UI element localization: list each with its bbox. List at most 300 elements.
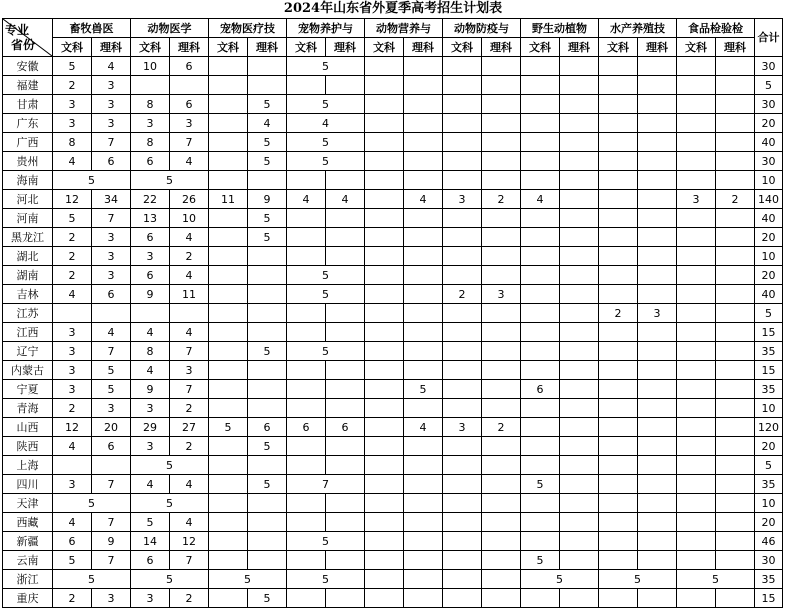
subject-header-cell[interactable]: 理科 xyxy=(248,38,287,57)
province-cell[interactable]: 宁夏 xyxy=(3,380,53,399)
total-cell[interactable]: 20 xyxy=(755,437,783,456)
quota-cell[interactable] xyxy=(638,228,677,247)
quota-cell[interactable] xyxy=(209,152,248,171)
major-header-cell[interactable]: 动物营养与 xyxy=(365,19,443,38)
quota-cell[interactable] xyxy=(638,494,677,513)
quota-cell[interactable]: 3 xyxy=(170,361,209,380)
quota-cell[interactable] xyxy=(248,304,287,323)
quota-cell[interactable] xyxy=(560,342,599,361)
quota-cell[interactable]: 6 xyxy=(92,437,131,456)
quota-cell[interactable] xyxy=(599,285,638,304)
quota-cell[interactable]: 7 xyxy=(92,133,131,152)
quota-cell[interactable] xyxy=(599,437,638,456)
subject-header-cell[interactable]: 理科 xyxy=(92,38,131,57)
quota-cell[interactable]: 5 xyxy=(209,570,287,589)
quota-cell[interactable] xyxy=(599,171,638,190)
quota-cell[interactable] xyxy=(716,551,755,570)
province-cell[interactable]: 新疆 xyxy=(3,532,53,551)
subject-header-cell[interactable]: 理科 xyxy=(560,38,599,57)
major-header-cell[interactable]: 食品检验检 xyxy=(677,19,755,38)
total-cell[interactable]: 20 xyxy=(755,114,783,133)
quota-cell[interactable] xyxy=(677,532,716,551)
quota-cell[interactable]: 4 xyxy=(404,418,443,437)
quota-cell[interactable]: 3 xyxy=(53,380,92,399)
subject-header-cell[interactable]: 理科 xyxy=(326,38,365,57)
total-cell[interactable]: 40 xyxy=(755,285,783,304)
quota-cell[interactable] xyxy=(560,304,599,323)
quota-cell[interactable]: 29 xyxy=(131,418,170,437)
quota-cell[interactable]: 5 xyxy=(131,570,209,589)
quota-cell[interactable]: 3 xyxy=(131,247,170,266)
quota-cell[interactable] xyxy=(521,133,560,152)
quota-cell[interactable] xyxy=(521,361,560,380)
quota-cell[interactable] xyxy=(443,266,482,285)
quota-cell[interactable]: 7 xyxy=(170,342,209,361)
quota-cell[interactable]: 3 xyxy=(482,285,521,304)
quota-cell[interactable]: 5 xyxy=(599,570,677,589)
quota-cell[interactable] xyxy=(716,76,755,95)
quota-cell[interactable]: 4 xyxy=(170,323,209,342)
total-cell[interactable]: 5 xyxy=(755,304,783,323)
quota-cell[interactable] xyxy=(716,380,755,399)
quota-cell[interactable] xyxy=(599,228,638,247)
quota-cell[interactable] xyxy=(599,475,638,494)
quota-cell[interactable]: 10 xyxy=(131,57,170,76)
quota-cell[interactable] xyxy=(599,494,638,513)
quota-cell[interactable] xyxy=(209,247,248,266)
quota-cell[interactable] xyxy=(404,532,443,551)
quota-cell[interactable] xyxy=(560,418,599,437)
quota-cell[interactable] xyxy=(248,76,287,95)
total-cell[interactable]: 20 xyxy=(755,266,783,285)
quota-cell[interactable] xyxy=(560,247,599,266)
quota-cell[interactable] xyxy=(92,456,131,475)
quota-cell[interactable]: 2 xyxy=(53,266,92,285)
quota-cell[interactable] xyxy=(716,266,755,285)
quota-cell[interactable]: 3 xyxy=(92,247,131,266)
quota-cell[interactable] xyxy=(521,76,560,95)
quota-cell[interactable] xyxy=(209,76,248,95)
quota-cell[interactable] xyxy=(443,589,482,608)
quota-cell[interactable] xyxy=(326,399,365,418)
quota-cell[interactable]: 3 xyxy=(53,114,92,133)
quota-cell[interactable] xyxy=(716,228,755,247)
quota-cell[interactable] xyxy=(638,285,677,304)
total-cell[interactable]: 10 xyxy=(755,399,783,418)
major-header-cell[interactable]: 动物医学 xyxy=(131,19,209,38)
quota-cell[interactable] xyxy=(482,494,521,513)
subject-header-cell[interactable]: 文科 xyxy=(443,38,482,57)
quota-cell[interactable] xyxy=(677,399,716,418)
quota-cell[interactable] xyxy=(677,209,716,228)
quota-cell[interactable]: 4 xyxy=(53,152,92,171)
quota-cell[interactable]: 6 xyxy=(131,551,170,570)
quota-cell[interactable] xyxy=(209,209,248,228)
quota-cell[interactable] xyxy=(521,418,560,437)
quota-cell[interactable] xyxy=(287,247,326,266)
province-cell[interactable]: 四川 xyxy=(3,475,53,494)
quota-cell[interactable] xyxy=(638,437,677,456)
quota-cell[interactable]: 4 xyxy=(131,475,170,494)
quota-cell[interactable] xyxy=(92,304,131,323)
quota-cell[interactable] xyxy=(638,342,677,361)
total-cell[interactable]: 35 xyxy=(755,570,783,589)
province-cell[interactable]: 山西 xyxy=(3,418,53,437)
quota-cell[interactable]: 3 xyxy=(443,190,482,209)
quota-cell[interactable] xyxy=(638,152,677,171)
quota-cell[interactable] xyxy=(677,171,716,190)
quota-cell[interactable]: 9 xyxy=(248,190,287,209)
quota-cell[interactable] xyxy=(248,513,287,532)
quota-cell[interactable] xyxy=(365,418,404,437)
total-cell[interactable]: 40 xyxy=(755,209,783,228)
quota-cell[interactable] xyxy=(365,475,404,494)
total-cell[interactable]: 10 xyxy=(755,494,783,513)
total-cell[interactable]: 120 xyxy=(755,418,783,437)
quota-cell[interactable] xyxy=(482,475,521,494)
quota-cell[interactable]: 7 xyxy=(92,475,131,494)
quota-cell[interactable]: 5 xyxy=(92,380,131,399)
quota-cell[interactable] xyxy=(716,152,755,171)
quota-cell[interactable] xyxy=(482,266,521,285)
quota-cell[interactable] xyxy=(248,323,287,342)
quota-cell[interactable]: 5 xyxy=(131,513,170,532)
quota-cell[interactable] xyxy=(365,228,404,247)
quota-cell[interactable] xyxy=(638,247,677,266)
quota-cell[interactable] xyxy=(677,133,716,152)
quota-cell[interactable] xyxy=(131,76,170,95)
quota-cell[interactable]: 5 xyxy=(287,266,365,285)
quota-cell[interactable] xyxy=(365,266,404,285)
quota-cell[interactable] xyxy=(326,228,365,247)
quota-cell[interactable] xyxy=(365,304,404,323)
quota-cell[interactable] xyxy=(365,57,404,76)
quota-cell[interactable] xyxy=(404,228,443,247)
subject-header-cell[interactable]: 文科 xyxy=(53,38,92,57)
quota-cell[interactable] xyxy=(365,133,404,152)
quota-cell[interactable] xyxy=(599,513,638,532)
quota-cell[interactable] xyxy=(638,551,677,570)
quota-cell[interactable] xyxy=(599,76,638,95)
quota-cell[interactable] xyxy=(482,171,521,190)
quota-cell[interactable] xyxy=(365,494,404,513)
quota-cell[interactable]: 4 xyxy=(53,285,92,304)
quota-cell[interactable] xyxy=(443,152,482,171)
quota-cell[interactable] xyxy=(404,399,443,418)
quota-cell[interactable]: 7 xyxy=(92,342,131,361)
quota-cell[interactable]: 3 xyxy=(131,114,170,133)
quota-cell[interactable]: 6 xyxy=(521,380,560,399)
quota-cell[interactable]: 4 xyxy=(287,190,326,209)
province-cell[interactable]: 天津 xyxy=(3,494,53,513)
quota-cell[interactable] xyxy=(638,475,677,494)
quota-cell[interactable] xyxy=(326,361,365,380)
quota-cell[interactable]: 10 xyxy=(170,209,209,228)
quota-cell[interactable] xyxy=(209,304,248,323)
quota-cell[interactable] xyxy=(521,266,560,285)
quota-cell[interactable] xyxy=(482,342,521,361)
quota-cell[interactable] xyxy=(209,380,248,399)
quota-cell[interactable]: 5 xyxy=(53,171,131,190)
quota-cell[interactable] xyxy=(404,152,443,171)
quota-cell[interactable] xyxy=(365,361,404,380)
quota-cell[interactable] xyxy=(521,171,560,190)
quota-cell[interactable]: 12 xyxy=(53,418,92,437)
quota-cell[interactable]: 6 xyxy=(131,228,170,247)
quota-cell[interactable] xyxy=(638,361,677,380)
quota-cell[interactable] xyxy=(677,114,716,133)
quota-cell[interactable] xyxy=(443,228,482,247)
quota-cell[interactable]: 4 xyxy=(170,152,209,171)
quota-cell[interactable] xyxy=(326,76,365,95)
total-cell[interactable]: 10 xyxy=(755,247,783,266)
quota-cell[interactable] xyxy=(716,171,755,190)
quota-cell[interactable] xyxy=(404,285,443,304)
quota-cell[interactable] xyxy=(365,551,404,570)
quota-cell[interactable] xyxy=(287,76,326,95)
quota-cell[interactable]: 3 xyxy=(92,228,131,247)
quota-cell[interactable]: 3 xyxy=(92,95,131,114)
quota-cell[interactable] xyxy=(482,589,521,608)
quota-cell[interactable]: 2 xyxy=(482,190,521,209)
quota-cell[interactable] xyxy=(677,418,716,437)
major-header-cell[interactable]: 宠物养护与 xyxy=(287,19,365,38)
quota-cell[interactable]: 5 xyxy=(248,133,287,152)
quota-cell[interactable]: 8 xyxy=(131,133,170,152)
quota-cell[interactable] xyxy=(521,285,560,304)
quota-cell[interactable] xyxy=(248,399,287,418)
quota-cell[interactable]: 3 xyxy=(53,323,92,342)
quota-cell[interactable] xyxy=(209,95,248,114)
quota-cell[interactable] xyxy=(443,494,482,513)
quota-cell[interactable]: 11 xyxy=(170,285,209,304)
quota-cell[interactable] xyxy=(599,323,638,342)
quota-cell[interactable] xyxy=(443,399,482,418)
quota-cell[interactable]: 4 xyxy=(131,323,170,342)
quota-cell[interactable] xyxy=(209,57,248,76)
quota-cell[interactable] xyxy=(482,399,521,418)
quota-cell[interactable] xyxy=(599,209,638,228)
province-cell[interactable]: 浙江 xyxy=(3,570,53,589)
quota-cell[interactable] xyxy=(638,57,677,76)
quota-cell[interactable] xyxy=(638,95,677,114)
quota-cell[interactable] xyxy=(248,285,287,304)
quota-cell[interactable] xyxy=(521,95,560,114)
quota-cell[interactable]: 4 xyxy=(170,266,209,285)
quota-cell[interactable]: 4 xyxy=(170,475,209,494)
quota-cell[interactable] xyxy=(326,171,365,190)
quota-cell[interactable] xyxy=(560,399,599,418)
quota-cell[interactable] xyxy=(560,323,599,342)
quota-cell[interactable]: 4 xyxy=(248,114,287,133)
subject-header-cell[interactable]: 理科 xyxy=(170,38,209,57)
quota-cell[interactable] xyxy=(365,570,404,589)
quota-cell[interactable] xyxy=(404,247,443,266)
quota-cell[interactable] xyxy=(560,456,599,475)
major-header-cell[interactable]: 畜牧兽医 xyxy=(53,19,131,38)
quota-cell[interactable]: 3 xyxy=(131,589,170,608)
quota-cell[interactable] xyxy=(521,228,560,247)
province-cell[interactable]: 上海 xyxy=(3,456,53,475)
quota-cell[interactable] xyxy=(560,380,599,399)
quota-cell[interactable]: 7 xyxy=(92,209,131,228)
quota-cell[interactable] xyxy=(443,114,482,133)
quota-cell[interactable]: 6 xyxy=(287,418,326,437)
quota-cell[interactable] xyxy=(521,209,560,228)
quota-cell[interactable] xyxy=(443,551,482,570)
province-cell[interactable]: 贵州 xyxy=(3,152,53,171)
quota-cell[interactable] xyxy=(716,437,755,456)
total-cell[interactable]: 30 xyxy=(755,551,783,570)
quota-cell[interactable] xyxy=(599,114,638,133)
quota-cell[interactable]: 4 xyxy=(53,437,92,456)
quota-cell[interactable]: 6 xyxy=(170,57,209,76)
quota-cell[interactable]: 5 xyxy=(248,437,287,456)
quota-cell[interactable] xyxy=(209,456,248,475)
quota-cell[interactable] xyxy=(560,475,599,494)
quota-cell[interactable] xyxy=(404,589,443,608)
quota-cell[interactable]: 22 xyxy=(131,190,170,209)
quota-cell[interactable]: 4 xyxy=(287,114,365,133)
quota-cell[interactable] xyxy=(287,589,326,608)
quota-cell[interactable] xyxy=(638,133,677,152)
quota-cell[interactable]: 2 xyxy=(599,304,638,323)
quota-cell[interactable] xyxy=(716,209,755,228)
quota-cell[interactable]: 5 xyxy=(521,570,599,589)
province-cell[interactable]: 青海 xyxy=(3,399,53,418)
subject-header-cell[interactable]: 文科 xyxy=(365,38,404,57)
quota-cell[interactable] xyxy=(404,114,443,133)
quota-cell[interactable]: 7 xyxy=(92,513,131,532)
quota-cell[interactable]: 5 xyxy=(248,475,287,494)
quota-cell[interactable]: 5 xyxy=(53,494,131,513)
quota-cell[interactable] xyxy=(365,95,404,114)
quota-cell[interactable]: 9 xyxy=(131,285,170,304)
quota-cell[interactable] xyxy=(443,323,482,342)
quota-cell[interactable] xyxy=(404,494,443,513)
quota-cell[interactable]: 5 xyxy=(248,95,287,114)
quota-cell[interactable] xyxy=(209,323,248,342)
quota-cell[interactable]: 3 xyxy=(92,399,131,418)
quota-cell[interactable] xyxy=(482,532,521,551)
quota-cell[interactable] xyxy=(716,361,755,380)
quota-cell[interactable] xyxy=(521,323,560,342)
quota-cell[interactable] xyxy=(404,304,443,323)
quota-cell[interactable] xyxy=(560,76,599,95)
quota-cell[interactable] xyxy=(404,361,443,380)
province-cell[interactable]: 广西 xyxy=(3,133,53,152)
quota-cell[interactable]: 5 xyxy=(92,361,131,380)
quota-cell[interactable] xyxy=(677,475,716,494)
quota-cell[interactable] xyxy=(404,437,443,456)
province-cell[interactable]: 江西 xyxy=(3,323,53,342)
quota-cell[interactable] xyxy=(326,494,365,513)
quota-cell[interactable]: 4 xyxy=(92,57,131,76)
province-cell[interactable]: 河南 xyxy=(3,209,53,228)
quota-cell[interactable] xyxy=(248,361,287,380)
quota-cell[interactable] xyxy=(599,551,638,570)
province-cell[interactable]: 湖南 xyxy=(3,266,53,285)
quota-cell[interactable] xyxy=(521,532,560,551)
quota-cell[interactable]: 3 xyxy=(638,304,677,323)
total-cell[interactable]: 35 xyxy=(755,475,783,494)
quota-cell[interactable]: 7 xyxy=(170,380,209,399)
quota-cell[interactable]: 4 xyxy=(92,323,131,342)
quota-cell[interactable] xyxy=(716,114,755,133)
quota-cell[interactable] xyxy=(677,247,716,266)
quota-cell[interactable]: 8 xyxy=(131,342,170,361)
quota-cell[interactable] xyxy=(560,114,599,133)
quota-cell[interactable] xyxy=(482,228,521,247)
quota-cell[interactable] xyxy=(599,152,638,171)
quota-cell[interactable]: 3 xyxy=(677,190,716,209)
quota-cell[interactable] xyxy=(209,133,248,152)
quota-cell[interactable] xyxy=(521,57,560,76)
quota-cell[interactable] xyxy=(287,456,326,475)
quota-cell[interactable] xyxy=(560,190,599,209)
quota-cell[interactable] xyxy=(209,437,248,456)
quota-cell[interactable] xyxy=(443,437,482,456)
quota-cell[interactable] xyxy=(560,494,599,513)
quota-cell[interactable] xyxy=(638,380,677,399)
quota-cell[interactable] xyxy=(209,361,248,380)
total-cell[interactable]: 35 xyxy=(755,380,783,399)
quota-cell[interactable] xyxy=(716,247,755,266)
quota-cell[interactable] xyxy=(287,171,326,190)
province-cell[interactable]: 江苏 xyxy=(3,304,53,323)
province-cell[interactable]: 广东 xyxy=(3,114,53,133)
quota-cell[interactable] xyxy=(287,399,326,418)
quota-cell[interactable] xyxy=(443,342,482,361)
quota-cell[interactable]: 4 xyxy=(131,361,170,380)
quota-cell[interactable] xyxy=(638,513,677,532)
quota-cell[interactable]: 3 xyxy=(92,114,131,133)
total-cell[interactable]: 140 xyxy=(755,190,783,209)
quota-cell[interactable] xyxy=(716,304,755,323)
quota-cell[interactable] xyxy=(287,380,326,399)
quota-cell[interactable] xyxy=(599,456,638,475)
quota-cell[interactable] xyxy=(677,76,716,95)
quota-cell[interactable] xyxy=(638,532,677,551)
subject-header-cell[interactable]: 文科 xyxy=(521,38,560,57)
quota-cell[interactable] xyxy=(560,532,599,551)
quota-cell[interactable] xyxy=(248,266,287,285)
quota-cell[interactable] xyxy=(521,494,560,513)
quota-cell[interactable] xyxy=(677,342,716,361)
subject-header-cell[interactable]: 文科 xyxy=(287,38,326,57)
quota-cell[interactable]: 2 xyxy=(53,589,92,608)
province-cell[interactable]: 陕西 xyxy=(3,437,53,456)
quota-cell[interactable] xyxy=(482,323,521,342)
quota-cell[interactable]: 2 xyxy=(53,76,92,95)
quota-cell[interactable]: 26 xyxy=(170,190,209,209)
quota-cell[interactable] xyxy=(560,171,599,190)
quota-cell[interactable] xyxy=(209,399,248,418)
quota-cell[interactable] xyxy=(716,532,755,551)
quota-cell[interactable]: 5 xyxy=(677,570,755,589)
quota-cell[interactable] xyxy=(638,399,677,418)
quota-cell[interactable] xyxy=(638,190,677,209)
quota-cell[interactable]: 5 xyxy=(131,456,209,475)
province-cell[interactable]: 安徽 xyxy=(3,57,53,76)
quota-cell[interactable] xyxy=(326,437,365,456)
quota-cell[interactable] xyxy=(638,76,677,95)
quota-cell[interactable] xyxy=(482,361,521,380)
quota-cell[interactable] xyxy=(326,323,365,342)
quota-cell[interactable] xyxy=(209,285,248,304)
quota-cell[interactable] xyxy=(248,456,287,475)
major-header-cell[interactable]: 水产养殖技 xyxy=(599,19,677,38)
